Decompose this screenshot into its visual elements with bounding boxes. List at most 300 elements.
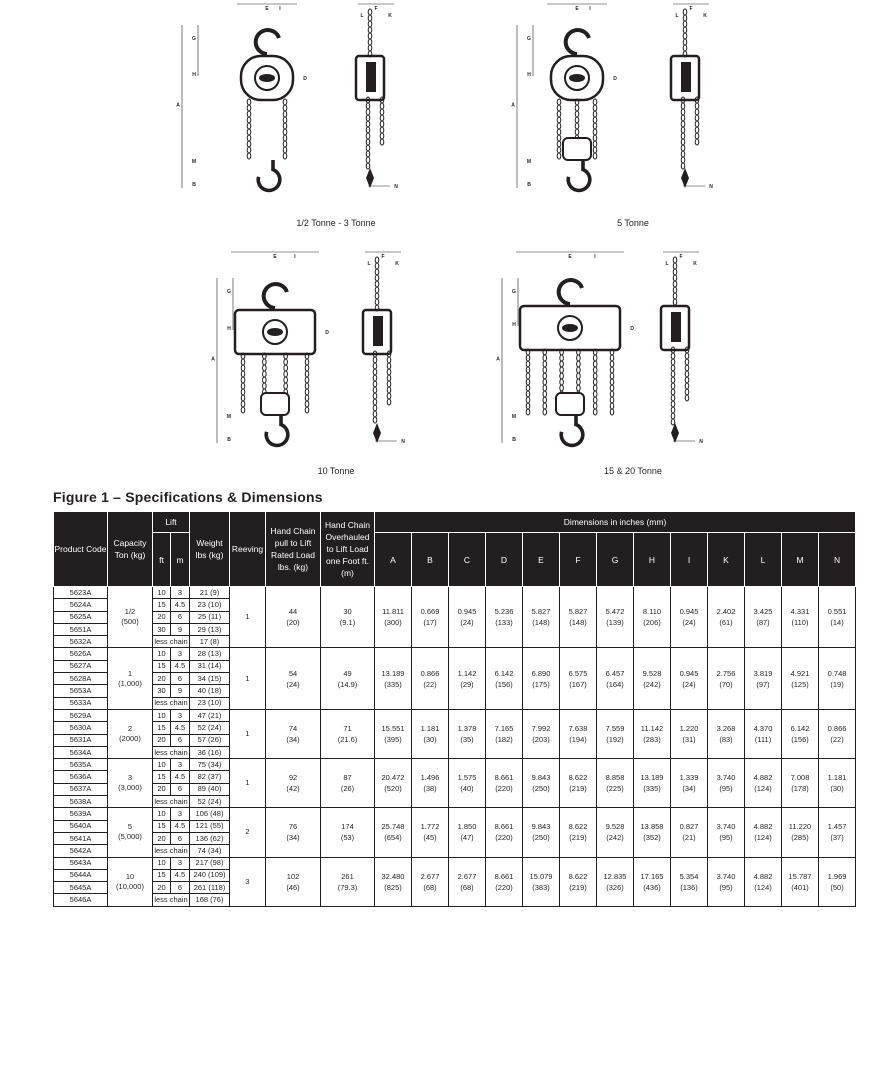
- chain-link: [263, 383, 267, 389]
- dimension-h-line: (206): [643, 618, 661, 628]
- dimension-label: L: [675, 13, 679, 19]
- product-code: 5636A: [54, 771, 108, 783]
- chain-link: [368, 21, 372, 27]
- chain-link: [610, 403, 614, 409]
- dimension-a-line: 13.189: [381, 668, 405, 678]
- hand-chain-pull-line: 74: [288, 724, 298, 734]
- chain-link: [543, 379, 547, 385]
- chain-link: [526, 403, 530, 409]
- dimension-a-line: (520): [384, 784, 402, 794]
- lift-m: 9: [171, 685, 190, 697]
- chain-link: [526, 385, 530, 391]
- dimension-h-line: (242): [643, 679, 661, 689]
- lift-ft: 10: [153, 808, 171, 820]
- dimension-i-line: 0.945: [679, 668, 699, 678]
- hand-chain-pull: [266, 857, 321, 906]
- dimension-i: [671, 587, 708, 648]
- chain-link: [577, 367, 581, 373]
- dimension-b: [412, 648, 449, 709]
- chain-link: [380, 133, 384, 139]
- dimension-label: I: [279, 6, 281, 12]
- dimension-label: M: [191, 159, 197, 165]
- dimension-g-line: 6.457: [605, 668, 625, 678]
- weight: 121 (55): [190, 820, 230, 832]
- chain-link: [681, 133, 685, 139]
- dimension-l: [745, 587, 782, 648]
- dimension-d-line: (220): [495, 833, 513, 843]
- chain-link: [263, 365, 267, 371]
- dimension-d: [486, 857, 523, 906]
- chain-link: [671, 395, 675, 401]
- chain-link: [373, 381, 377, 387]
- dimension-label: E: [273, 254, 277, 260]
- dimension-b-line: (38): [423, 784, 437, 794]
- chain-link: [610, 373, 614, 379]
- hand-chain-pull-line: 44: [288, 607, 298, 617]
- dimension-f-line: (194): [569, 735, 587, 745]
- dimension-g: [597, 857, 634, 906]
- dimension-i-line: 1.339: [679, 773, 699, 783]
- chain-link: [526, 373, 530, 379]
- chain-link: [560, 367, 564, 373]
- dimension-a-line: (654): [384, 833, 402, 843]
- chain-link: [593, 153, 597, 159]
- dimension-d-line: 8.661: [494, 822, 514, 832]
- lift-ft: 10: [153, 857, 171, 869]
- chain-link: [526, 379, 530, 385]
- weight: 217 (98): [190, 857, 230, 869]
- chain-link: [671, 383, 675, 389]
- weight: 28 (13): [190, 648, 230, 660]
- capacity: [108, 587, 153, 648]
- dimension-e-line: 9.843: [531, 822, 551, 832]
- chain-link: [671, 401, 675, 407]
- lift-ft: 20: [153, 882, 171, 894]
- chain-link: [593, 355, 597, 361]
- weight: 25 (11): [190, 611, 230, 623]
- weight: 34 (15): [190, 673, 230, 685]
- chain-link: [543, 373, 547, 379]
- dimension-e: [523, 648, 560, 709]
- chain-link: [247, 111, 251, 117]
- chain-link: [366, 121, 370, 127]
- dimension-l: [745, 808, 782, 857]
- chain-link: [593, 117, 597, 123]
- dimension-label: I: [594, 254, 596, 260]
- chain-link: [368, 27, 372, 33]
- dimension-e: [523, 709, 560, 758]
- hand-chain-pull-line: (20): [286, 618, 300, 628]
- dimension-a-line: 20.472: [381, 773, 405, 783]
- weight: 82 (37): [190, 771, 230, 783]
- lift-m: 3: [171, 587, 190, 599]
- dimension-d-line: (182): [495, 735, 513, 745]
- dimension-h: [634, 587, 671, 648]
- dimension-f: [560, 857, 597, 906]
- hand-chain-pull: [266, 808, 321, 857]
- chain-link: [593, 135, 597, 141]
- chain-link: [593, 385, 597, 391]
- chain-link: [368, 15, 372, 21]
- chain-link: [247, 135, 251, 141]
- chain-link: [543, 355, 547, 361]
- chain-link: [373, 399, 377, 405]
- weight: 136 (62): [190, 832, 230, 844]
- hand-chain-pull-line: (34): [286, 833, 300, 843]
- chain-link: [387, 363, 391, 369]
- lift-less-chain: less chain: [153, 845, 190, 857]
- hand-chain-overhaul: [321, 648, 375, 709]
- chain-link: [283, 111, 287, 117]
- dimension-g-line: (139): [606, 618, 624, 628]
- chain-link: [526, 361, 530, 367]
- dimension-label: F: [374, 6, 378, 12]
- product-code: 5651A: [54, 623, 108, 635]
- weight: 29 (13): [190, 623, 230, 635]
- chain-link: [681, 127, 685, 133]
- chain-link: [241, 407, 245, 413]
- chain-link: [557, 135, 561, 141]
- weight: 75 (34): [190, 759, 230, 771]
- lift-m: 4.5: [171, 599, 190, 611]
- header-hand-chain-pull: Hand Chain pull to Lift Rated Load lbs. (kg): [266, 512, 321, 587]
- hand-chain-pull: [266, 709, 321, 758]
- chain-link: [577, 361, 581, 367]
- dimension-k-line: (70): [719, 679, 733, 689]
- dimension-f: [560, 709, 597, 758]
- chain-link: [673, 281, 677, 287]
- dimension-g-line: (164): [606, 679, 624, 689]
- dimension-c-line: 2.677: [457, 871, 477, 881]
- header-dim-k: K: [708, 533, 745, 587]
- capacity-line: 1: [127, 668, 133, 678]
- dimension-l-line: 4.882: [753, 822, 773, 832]
- lift-m: 6: [171, 783, 190, 795]
- dimension-e-line: 6.890: [531, 668, 551, 678]
- dimension-b-line: 1.181: [420, 724, 440, 734]
- dimension-b-line: 2.677: [420, 871, 440, 881]
- dimension-i: [671, 759, 708, 808]
- dimension-e-line: (175): [532, 679, 550, 689]
- chain-link: [241, 359, 245, 365]
- chain-link: [526, 409, 530, 415]
- chain-link: [673, 257, 677, 263]
- dimension-b-line: (17): [423, 618, 437, 628]
- dimension-i: [671, 709, 708, 758]
- header-dim-f: F: [560, 533, 597, 587]
- weight: 40 (18): [190, 685, 230, 697]
- weight: 74 (34): [190, 845, 230, 857]
- header-lift-ft: ft: [153, 533, 171, 587]
- dimension-c-line: (29): [460, 679, 474, 689]
- chain-link: [387, 381, 391, 387]
- dimension-e-line: (250): [532, 833, 550, 843]
- hand-chain-pull-line: 92: [288, 773, 298, 783]
- dimension-h-line: 13.858: [640, 822, 664, 832]
- dimension-l-line: 3.819: [753, 668, 773, 678]
- product-code: 5643A: [54, 857, 108, 869]
- capacity-line: 10: [125, 871, 135, 881]
- hand-chain-overhaul: [321, 587, 375, 648]
- bottom-block: [261, 393, 289, 415]
- dimension-k-line: (95): [719, 833, 733, 843]
- side-hook-icon: [373, 423, 381, 443]
- dimension-i-line: (21): [682, 833, 696, 843]
- dimension-b-line: 0.866: [420, 668, 440, 678]
- chain-link: [284, 365, 288, 371]
- dimension-label: H: [527, 72, 531, 78]
- chain-link: [673, 293, 677, 299]
- dimension-i-line: 0.945: [679, 607, 699, 617]
- chain-link: [387, 387, 391, 393]
- chain-link: [380, 103, 384, 109]
- dimension-g-line: 12.835: [603, 871, 627, 881]
- chain-link: [366, 133, 370, 139]
- dimension-g-line: (326): [606, 882, 624, 892]
- chain-link: [373, 417, 377, 423]
- chain-link: [681, 115, 685, 121]
- dimension-label: I: [589, 6, 591, 12]
- lift-m: 4.5: [171, 869, 190, 881]
- dimension-m: [782, 808, 819, 857]
- dimension-label: N: [401, 439, 405, 445]
- chain-link: [671, 359, 675, 365]
- dimension-label: K: [388, 13, 392, 19]
- chain-link: [557, 141, 561, 147]
- dimension-h-line: (283): [643, 735, 661, 745]
- dimension-label: A: [176, 102, 180, 109]
- chain-link: [557, 111, 561, 117]
- figure-caption: 5 Tonne: [617, 218, 649, 228]
- dimension-h-line: 8.110: [642, 607, 662, 617]
- chain-link: [593, 105, 597, 111]
- chain-link: [387, 393, 391, 399]
- dimension-k: [708, 759, 745, 808]
- dimension-k-line: 3.740: [716, 871, 736, 881]
- chain-link: [593, 99, 597, 105]
- chain-link: [247, 129, 251, 135]
- dimension-n-line: 1.969: [827, 871, 847, 881]
- top-hook-icon: [256, 30, 279, 54]
- chain-link: [366, 145, 370, 151]
- chain-link: [283, 123, 287, 129]
- hand-chain-overhaul: [321, 709, 375, 758]
- chain-link: [593, 123, 597, 129]
- dimension-label: K: [703, 13, 707, 19]
- product-code: 5638A: [54, 796, 108, 808]
- header-dim-m: M: [782, 533, 819, 587]
- chain-link: [305, 359, 309, 365]
- lift-m: 3: [171, 808, 190, 820]
- dimension-label: E: [575, 6, 579, 12]
- dimension-label: G: [512, 289, 516, 295]
- chain-link: [283, 135, 287, 141]
- dimension-g-line: 8.858: [605, 773, 625, 783]
- dimension-k-line: 3.740: [716, 773, 736, 783]
- chain-link: [683, 21, 687, 27]
- dimension-b-line: 1.772: [420, 822, 440, 832]
- dimension-d: [486, 587, 523, 648]
- hook-icon: [568, 160, 590, 190]
- dimension-k: [708, 857, 745, 906]
- dimension-h-line: (436): [643, 882, 661, 892]
- dimension-k-line: (95): [719, 882, 733, 892]
- dimension-c-line: (24): [460, 618, 474, 628]
- side-hook-icon: [681, 168, 689, 188]
- chain-link: [577, 355, 581, 361]
- chain-link: [263, 371, 267, 377]
- header-dim-i: I: [671, 533, 708, 587]
- chain-link: [610, 355, 614, 361]
- chain-link: [283, 105, 287, 111]
- side-hook-icon: [366, 168, 374, 188]
- chain-link: [373, 357, 377, 363]
- lift-ft: 15: [153, 660, 171, 672]
- hand-chain-pull: [266, 648, 321, 709]
- dimension-h: [634, 709, 671, 758]
- chain-link: [610, 391, 614, 397]
- specifications-table: [53, 511, 856, 907]
- capacity: [108, 808, 153, 857]
- dimension-b-line: (30): [423, 735, 437, 745]
- dimension-label: N: [699, 439, 703, 445]
- dimension-label: A: [511, 102, 515, 109]
- product-code: 5635A: [54, 759, 108, 771]
- dimension-label: D: [630, 326, 634, 332]
- chain-link: [671, 419, 675, 425]
- dimension-k-line: (83): [719, 735, 733, 745]
- chain-link: [366, 139, 370, 145]
- chain-link: [366, 151, 370, 157]
- chain-link: [593, 141, 597, 147]
- product-code: 5634A: [54, 746, 108, 758]
- dimension-n-line: (30): [830, 784, 844, 794]
- dimension-m-line: (401): [791, 882, 809, 892]
- chain-link: [681, 121, 685, 127]
- dimension-n-line: 1.181: [827, 773, 847, 783]
- dimension-c: [449, 759, 486, 808]
- bottom-block: [563, 138, 591, 160]
- logo-mark: [259, 74, 275, 82]
- chain-link: [557, 105, 561, 111]
- dimension-g-line: 5.472: [605, 607, 625, 617]
- dimension-e-line: (383): [532, 882, 550, 892]
- lift-ft: 10: [153, 759, 171, 771]
- lift-m: 4.5: [171, 660, 190, 672]
- hoist-drawing-15-20-tonne: [490, 248, 710, 458]
- chain-link: [366, 103, 370, 109]
- chain-link: [671, 365, 675, 371]
- product-code: 5626A: [54, 648, 108, 660]
- dimension-a-line: 32.480: [381, 871, 405, 881]
- dimension-label: E: [265, 6, 269, 12]
- table-row: [54, 759, 856, 771]
- weight: 57 (26): [190, 734, 230, 746]
- chain-link: [305, 365, 309, 371]
- capacity-line: 5: [127, 822, 133, 832]
- lift-ft: 10: [153, 587, 171, 599]
- side-housing: [671, 312, 681, 342]
- dimension-e-line: 9.843: [531, 773, 551, 783]
- chain-link: [375, 281, 379, 287]
- chain-link: [247, 141, 251, 147]
- reeving: 1: [230, 759, 266, 808]
- chain-link: [305, 377, 309, 383]
- chain-link: [283, 141, 287, 147]
- dimension-n-line: 0.551: [827, 607, 847, 617]
- chain-link: [283, 99, 287, 105]
- chain-link: [593, 361, 597, 367]
- dimension-a: [375, 587, 412, 648]
- dimension-c-line: (35): [460, 735, 474, 745]
- chain-link: [247, 105, 251, 111]
- chain-link: [263, 377, 267, 383]
- hand-chain-overhaul-line: 49: [343, 668, 352, 678]
- dimension-f-line: (219): [569, 784, 587, 794]
- dimension-c: [449, 587, 486, 648]
- lift-less-chain: less chain: [153, 746, 190, 758]
- chain-link: [380, 127, 384, 133]
- chain-link: [380, 139, 384, 145]
- figure-caption: 1/2 Tonne - 3 Tonne: [296, 218, 376, 228]
- weight: 23 (10): [190, 599, 230, 611]
- dimension-label: L: [665, 261, 669, 267]
- weight: 261 (118): [190, 882, 230, 894]
- dimension-b-line: 0.669: [420, 607, 440, 617]
- table-row: [54, 857, 856, 869]
- dimension-label: F: [381, 254, 385, 260]
- dimension-a: [375, 759, 412, 808]
- dimension-l-line: 4.882: [753, 871, 773, 881]
- side-housing: [366, 62, 376, 92]
- dimension-d-line: 7.165: [494, 724, 514, 734]
- chain-link: [375, 263, 379, 269]
- dimension-label: B: [527, 182, 531, 188]
- dimension-n-line: (14): [830, 618, 844, 628]
- hand-chain-pull-line: (24): [286, 679, 300, 689]
- dimension-n: [819, 587, 856, 648]
- dimension-label: G: [227, 289, 231, 295]
- lift-ft: 30: [153, 685, 171, 697]
- chain-link: [685, 389, 689, 395]
- dimension-d: [486, 759, 523, 808]
- chain-link: [375, 257, 379, 263]
- chain-link: [373, 369, 377, 375]
- dimension-e-line: (203): [532, 735, 550, 745]
- hand-chain-overhaul-line: (9.1): [339, 618, 356, 628]
- dimension-label: D: [613, 76, 617, 82]
- header-dim-c: C: [449, 533, 486, 587]
- dimension-n-line: 0.866: [827, 724, 847, 734]
- dimension-c-line: (47): [460, 833, 474, 843]
- dimension-a-line: 15.551: [381, 724, 405, 734]
- chain-link: [283, 153, 287, 159]
- lift-ft: 20: [153, 673, 171, 685]
- dimension-a-line: (335): [384, 679, 402, 689]
- dimension-a: [375, 709, 412, 758]
- product-code: 5624A: [54, 599, 108, 611]
- chain-link: [681, 145, 685, 151]
- lift-m: 6: [171, 832, 190, 844]
- chain-link: [387, 357, 391, 363]
- chain-link: [543, 397, 547, 403]
- dimension-l-line: (111): [754, 735, 772, 745]
- chain-link: [575, 111, 579, 117]
- header-dim-g: G: [597, 533, 634, 587]
- chain-link: [241, 389, 245, 395]
- chain-link: [681, 109, 685, 115]
- dimension-m-line: 4.331: [790, 607, 810, 617]
